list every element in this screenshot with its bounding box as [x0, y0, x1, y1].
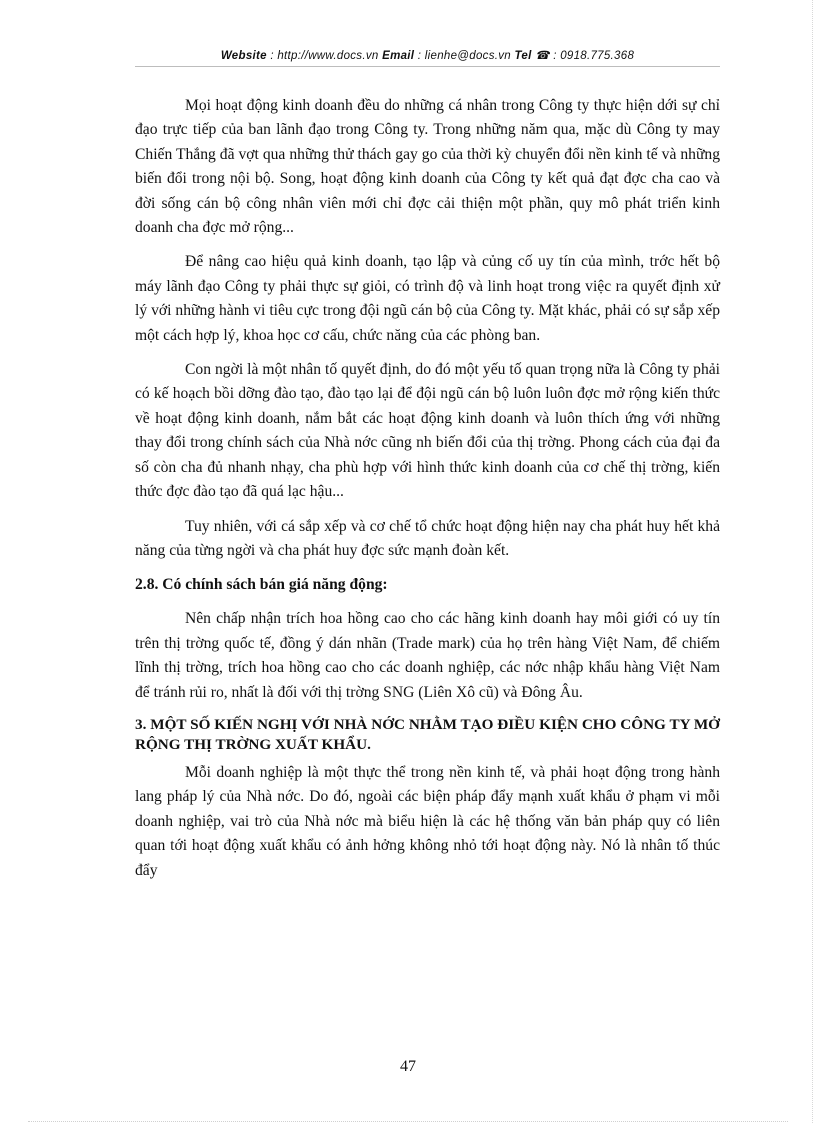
paragraph-2-8: Nên chấp nhận trích hoa hồng cao cho các hãng kinh doanh hay môi giới có uy tín trên thị trờng quốc tế, đồng ý dán nhãn (Trade mark) của họ trên hàng Việt Nam, để chiếm lĩnh thị trờng, trích hoa hồng cao cho các doanh nghiệp, các nớc nhập khẩu hàng Việt Nam để tránh rủi ro, nhất là đối với thị trờng SNG (Liên Xô cũ) và Đông Âu.: [135, 610, 720, 701]
paragraph-3: Con ngời là một nhân tố quyết định, do đó một yếu tố quan trọng nữa là Công ty phải có kế hoạch bồi dỡng đào tạo, đào tạo lại để đội ngũ cán bộ luôn luôn đợc mở rộng kiến thức về hoạt động kinh doanh, nắm bắt các hoạt động kinh doanh và luôn thích ứng với những thay đổi trong chính sách của Nhà nớc cũng nh biến đổi của thị trờng. Phong cách của đại đa số còn cha đủ nhanh nhạy, cha phù hợp với hình thức kinh doanh của cơ chế thị trờng, kiến thức đợc đào tạo đã quá lạc hậu...: [135, 361, 720, 501]
page-right-border: [812, 0, 813, 1123]
website-label: Website: [220, 50, 267, 62]
paragraph-4: Tuy nhiên, với cá sắp xếp và cơ chế tổ chức hoạt động hiện nay cha phát huy hết khả năng của từng ngời và cha phát huy đợc sức mạnh đoàn kết.: [135, 517, 720, 559]
page-bottom-border: [28, 1121, 788, 1122]
page-header: [135, 48, 720, 62]
phone-icon: ☎: [535, 50, 550, 62]
document-body: [135, 94, 720, 893]
tel-value: : 0918.775.368: [549, 50, 635, 62]
header-divider: [135, 66, 720, 67]
tel-label: Tel: [514, 50, 532, 62]
section-heading-3: 3. MỘT SỐ KIẾN NGHỊ VỚI NHÀ NỚC NHẰM TẠO ĐIỀU KIỆN CHO CÔNG TY MỞ RỘNG THỊ TRỜNG XUẤT KHẨU.: [135, 715, 720, 753]
paragraph-3-body: Mỗi doanh nghiệp là một thực thể trong nền kinh tế, và phải hoạt động trong hành lang pháp lý của Nhà nớc. Do đó, ngoài các biện pháp đẩy mạnh xuất khẩu ở phạm vi mỗi doanh nghiệp, vai trò của Nhà nớc mà biểu hiện là các hệ thống văn bản pháp quy có liên quan tới hoạt động xuất khẩu có ảnh hởng không nhỏ tới hoạt động này. Nó là nhân tố thúc đẩy: [135, 763, 720, 879]
page-number: 47: [400, 1058, 416, 1075]
website-value: : http://www.docs.vn: [266, 50, 383, 62]
email-label: Email: [382, 50, 415, 62]
email-value: : lienhe@docs.vn: [414, 50, 515, 62]
paragraph-1: Mọi hoạt động kinh doanh đều do những cá nhân trong Công ty thực hiện dới sự chỉ đạo trực tiếp của ban lãnh đạo trong Công ty. Trong những năm qua, mặc dù Công ty may Chiến Thắng đã vợt qua những thử thách gay go của thời kỳ chuyển đổi nền kinh tế và những biến đổi trong nội bộ. Song, hoạt động kinh doanh của Công ty kết quả đạt đợc cha cao và đời sống cán bộ công nhân viên mới chỉ đợc cải thiện một phần, quy mô phát triển kinh doanh cha đợc mở rộng...: [135, 97, 720, 237]
paragraph-2: Để nâng cao hiệu quả kinh doanh, tạo lập và củng cố uy tín của mình, trớc hết bộ máy lãnh đạo Công ty phải thực sự giỏi, có trình độ và linh hoạt trong việc ra quyết định xử lý với những hành vi tiêu cực trong đội ngũ cán bộ của Công ty. Mặt khác, phải có sự sắp xếp một cách hợp lý, khoa học cơ cấu, chức năng của các phòng ban.: [135, 253, 720, 344]
section-heading-2-8: 2.8. Có chính sách bán giá năng động:: [135, 576, 388, 594]
